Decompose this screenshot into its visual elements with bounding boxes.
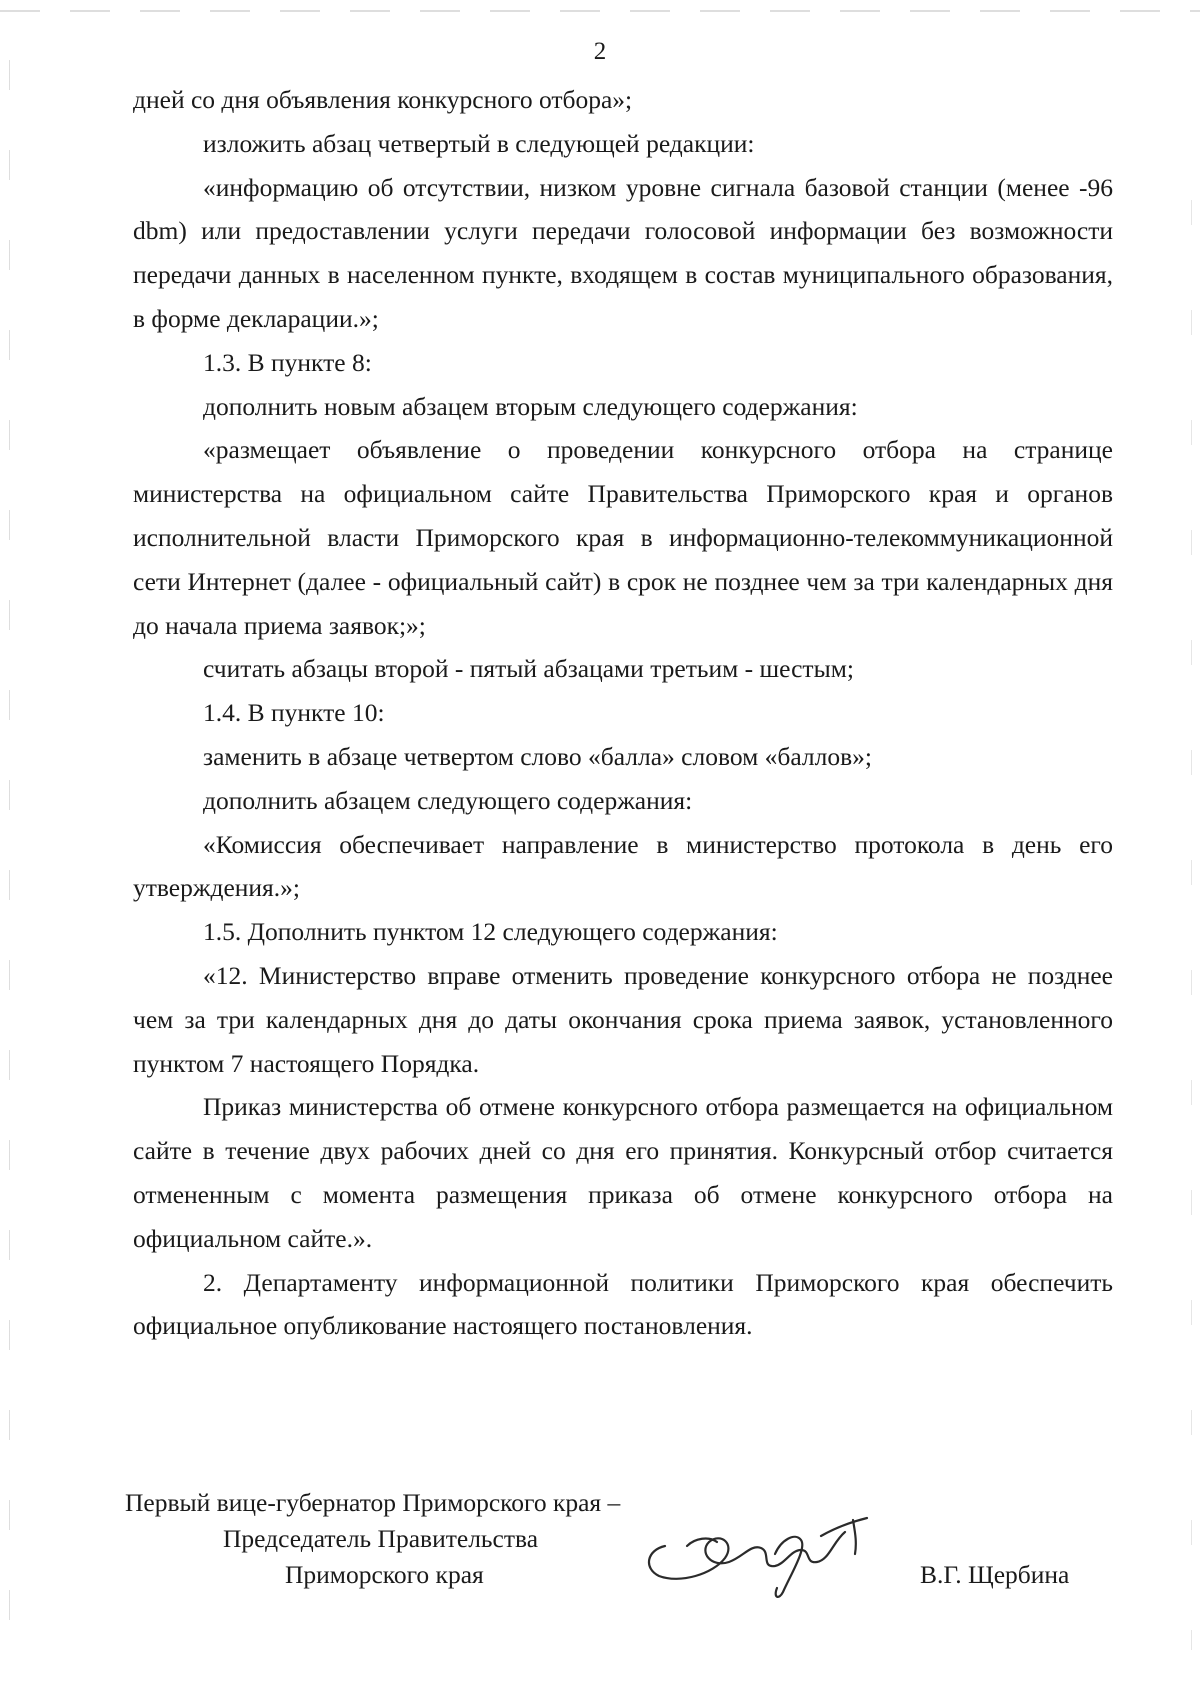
signer-name: В.Г. Щербина (920, 1560, 1070, 1589)
paragraph: «размещает объявление о проведении конкурсного отбора на странице министерства на официальном сайте Правительства Приморского края и органов исполнительной власти Приморского края в информационно-телекоммуникационной сети Интернет (далее - официальный сайт) в срок не позднее чем за три календарных дня до начала приема заявок;»; (133, 435, 1113, 640)
signer-position-line3: Приморского края (285, 1560, 484, 1589)
paragraph: 2. Департаменту информационной политики Приморского края обеспечить официальное опубликование настоящего постановления. (133, 1267, 1113, 1341)
paragraph: дополнить новым абзацем вторым следующего содержания: (203, 391, 858, 421)
paragraph: «12. Министерство вправе отменить проведение конкурсного отбора не позднее чем за три календарных дня до даты окончания срока приема заявок, установленного пунктом 7 настоящего Порядка. (133, 960, 1113, 1078)
paragraph: «информацию об отсутствии, низком уровне сигнала базовой станции (менее -96 dbm) или предоставлении услуги передачи голосовой информации без возможности передачи данных в населенном пункте, входящем в состав муниципального образования, в форме декларации.»; (133, 172, 1113, 333)
scan-edge-left (9, 60, 10, 1660)
paragraph: «Комиссия обеспечивает направление в министерство протокола в день его утверждения.»; (133, 829, 1113, 903)
paragraph: 1.5. Дополнить пунктом 12 следующего содержания: (203, 917, 778, 947)
paragraph: 1.3. В пункте 8: (203, 347, 372, 377)
paragraph: дней со дня объявления конкурсного отбора»; (133, 85, 633, 114)
scan-edge-top (0, 10, 1200, 12)
scan-edge-right (1191, 200, 1192, 1650)
signer-position-line2: Председатель Правительства (223, 1524, 539, 1553)
paragraph: 1.4. В пункте 10: (203, 698, 385, 728)
signer-position-line1: Первый вице-губернатор Приморского края – (125, 1488, 621, 1517)
handwritten-signature-icon (625, 1488, 885, 1603)
paragraph: считать абзацы второй - пятый абзацами третьим - шестым; (203, 654, 854, 684)
paragraph: Приказ министерства об отмене конкурсного отбора размещается на официальном сайте в течение двух рабочих дней со дня его принятия. Конкурсный отбор считается отмененным с момента размещения приказа об отмене конкурсного отбора на официальном сайте.». (133, 1092, 1113, 1253)
paragraph: дополнить абзацем следующего содержания: (203, 785, 693, 815)
page-number: 2 (593, 38, 607, 65)
paragraph: изложить абзац четвертый в следующей редакции: (203, 128, 755, 158)
signature-block (125, 1488, 1105, 1598)
document-body (133, 78, 1113, 1348)
paragraph: заменить в абзаце четвертом слово «балла» словом «баллов»; (203, 741, 872, 771)
